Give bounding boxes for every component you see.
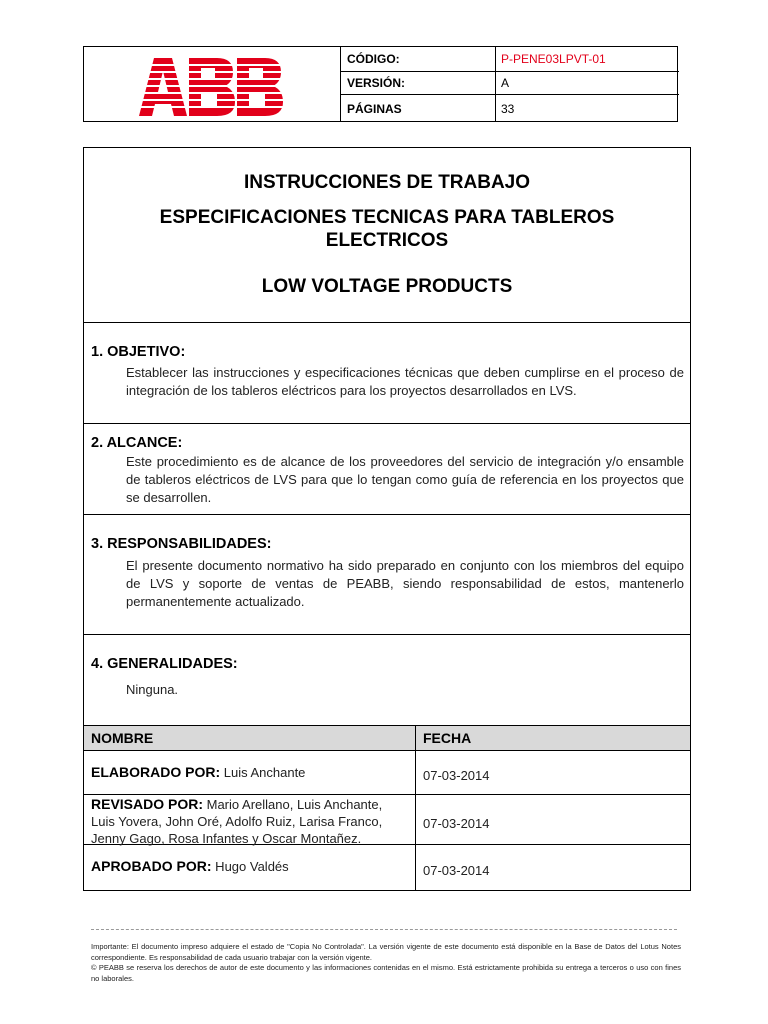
approval-date: 07-03-2014 [423, 863, 490, 878]
footer-divider [91, 929, 677, 930]
approval-row-aprobado [84, 845, 690, 890]
section-body: Establecer las instrucciones y especificaciones técnicas que deben cumplirse en el proceso de integración de los tableros eléctricos para los proyectos desarrollados en LVS. [126, 365, 684, 398]
approval-date: 07-03-2014 [423, 768, 490, 783]
role-label: REVISADO POR: [91, 796, 204, 812]
doc-main-title-line2: ELECTRICOS [325, 230, 449, 251]
approval-name-cell [91, 764, 409, 781]
doc-main-title [84, 206, 690, 252]
version-value: A [501, 75, 510, 90]
approval-name-cell [91, 858, 409, 875]
section-objetivo [84, 322, 690, 424]
footer-notes [91, 942, 681, 984]
role-label: ELABORADO POR: [91, 764, 221, 780]
code-value: P-PENE03LPVT-01 [501, 52, 606, 66]
pages-value: 33 [501, 101, 515, 116]
column-header-date: FECHA [423, 730, 472, 746]
title-section [84, 148, 690, 323]
approval-date: 07-03-2014 [423, 816, 490, 831]
version-value-cell [495, 71, 679, 94]
document-header [83, 46, 678, 122]
person-names: Luis Anchante [220, 765, 306, 780]
section-alcance [84, 423, 690, 515]
section-heading: 3. RESPONSABILIDADES: [91, 536, 272, 552]
section-generalidades [84, 634, 690, 725]
doc-type-title: INSTRUCCIONES DE TRABAJO [243, 172, 531, 193]
version-row [341, 71, 679, 95]
document-meta-table [340, 47, 679, 122]
section-heading: 4. GENERALIDADES: [91, 656, 238, 672]
footer-note-copy: Importante: El documento impreso adquiere el estado de "Copia No Controlada". La versión vigente de este documento está disponible en la Base de Datos del Lotus Notes correspondiente. Es responsabilidad de cada usuario trabajar con la versión vigente. [91, 942, 681, 962]
approval-row-revisado [84, 795, 690, 845]
section-body: Ninguna. [126, 682, 179, 697]
section-heading: 1. OBJETIVO: [91, 344, 186, 360]
code-label: CÓDIGO: [347, 52, 400, 66]
pages-value-cell [495, 95, 679, 122]
doc-main-title-line1: ESPECIFICACIONES TECNICAS PARA TABLEROS [159, 207, 615, 228]
column-divider [415, 725, 416, 890]
code-value-cell [495, 47, 679, 71]
pages-row [341, 95, 679, 122]
approval-name-cell [91, 796, 409, 847]
document-body [83, 147, 691, 891]
approval-table-header [84, 725, 690, 751]
pages-label: PÁGINAS [347, 101, 402, 116]
approval-table [84, 725, 690, 890]
person-names: Hugo Valdés [211, 859, 289, 874]
column-header-name: NOMBRE [91, 730, 154, 746]
approval-row-elaborado [84, 751, 690, 795]
version-label: VERSIÓN: [347, 75, 406, 90]
section-responsabilidades [84, 514, 690, 635]
code-row [341, 47, 679, 72]
section-body: Este procedimiento es de alcance de los proveedores del servicio de integración y/o ensamble de tableros eléctricos de LVS para que lo tengan como guía de referencia en los proyectos que se desarrollen. [126, 454, 684, 505]
person-names: Mario Arellano, Luis Anchante, Luis Yovera, John Oré, Adolfo Ruiz, Larisa Franco, Jenny Gago, Rosa Infantes y Oscar Montañez. [91, 797, 383, 846]
footer-note-rights: © PEABB se reserva los derechos de autor de este documento y las informaciones contenidas en el mismo. Está estrictamente prohibida su entrega a terceros o uso con fines no laborales. [91, 963, 681, 983]
role-label: APROBADO POR: [91, 858, 212, 874]
abb-logo [139, 58, 283, 121]
section-heading: 2. ALCANCE: [91, 435, 183, 451]
section-body: El presente documento normativo ha sido preparado en conjunto con los miembros del equipo de LVS y soporte de ventas de PEABB, siendo responsabilidad de estos, mantenerlo permanentemente actualizado. [126, 558, 684, 609]
doc-subtitle: LOW VOLTAGE PRODUCTS [261, 276, 513, 297]
